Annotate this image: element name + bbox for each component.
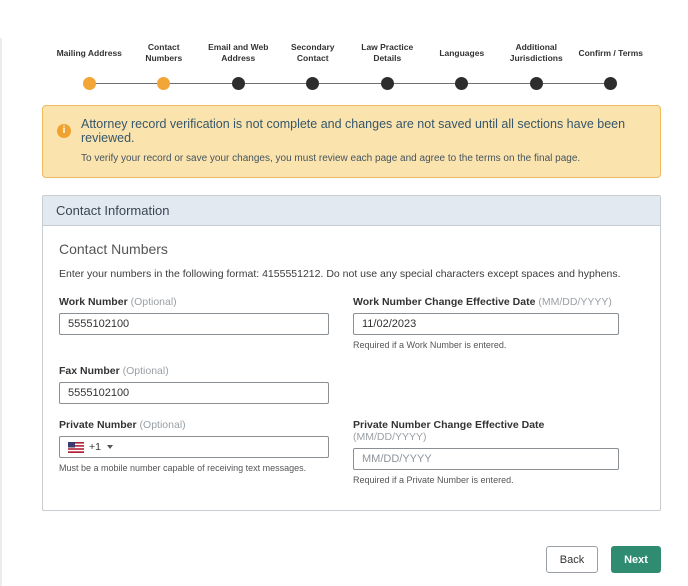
dial-code: +1 — [89, 441, 101, 453]
stepper-step-dot[interactable] — [306, 77, 319, 90]
us-flag-icon[interactable] — [68, 442, 84, 453]
warning-banner-subtitle: To verify your record or save your changes, you must review each page and agree to the terms on the final page. — [81, 153, 581, 164]
private-date-input[interactable] — [353, 448, 619, 470]
stepper-step-label: Contact Numbers — [145, 42, 183, 63]
private-number-label: Private Number (Optional) — [59, 419, 186, 431]
wizard-actions — [2, 546, 661, 573]
stepper-step-dot[interactable] — [157, 77, 170, 90]
private-date-helper: Required if a Private Number is entered. — [353, 475, 514, 485]
stepper-step-label: Law Practice Details — [361, 42, 414, 63]
contact-information-card — [42, 195, 661, 511]
stepper-step-dot[interactable] — [455, 77, 468, 90]
fax-number-field-group — [59, 365, 329, 404]
stepper-step-5[interactable] — [425, 38, 500, 90]
next-button[interactable]: Next — [611, 546, 661, 573]
stepper-step-3[interactable] — [276, 38, 351, 90]
form-heading: Contact Numbers — [59, 241, 168, 257]
private-number-helper: Must be a mobile number capable of receiving text messages. — [59, 463, 307, 473]
stepper-step-label: Secondary Contact — [291, 42, 335, 63]
fax-number-label: Fax Number (Optional) — [59, 365, 169, 377]
stepper-step-dot[interactable] — [232, 77, 245, 90]
work-date-input[interactable] — [353, 313, 619, 335]
stepper-step-0[interactable] — [52, 38, 127, 90]
stepper-step-dot[interactable] — [530, 77, 543, 90]
stepper-step-dot[interactable] — [604, 77, 617, 90]
stepper-step-label: Mailing Address — [56, 47, 122, 58]
warning-banner-title: Attorney record verification is not complete and changes are not saved until all sections have been reviewed. — [81, 117, 626, 145]
work-date-label: Work Number Change Effective Date (MM/DD/YYYY) — [353, 296, 612, 308]
stepper-step-7[interactable] — [574, 38, 649, 90]
back-button[interactable]: Back — [546, 546, 598, 573]
stepper-step-2[interactable] — [201, 38, 276, 90]
fax-number-input[interactable] — [59, 382, 329, 404]
work-number-field-group — [59, 296, 329, 350]
stepper-step-1[interactable] — [127, 38, 202, 90]
private-number-input[interactable] — [59, 436, 329, 458]
stepper-step-dot[interactable] — [83, 77, 96, 90]
warning-banner — [42, 105, 661, 178]
work-date-field-group — [353, 296, 619, 350]
private-date-label: Private Number Change Effective Date (MM/DD/YYYY) — [353, 419, 545, 443]
work-number-input[interactable] — [59, 313, 329, 335]
private-date-field-group — [353, 419, 619, 485]
private-number-field-group — [59, 419, 329, 485]
stepper-step-label: Additional Jurisdictions — [509, 42, 563, 63]
form-instructions: Enter your numbers in the following format: 4155551212. Do not use any special characters except spaces and hyphens. — [59, 268, 621, 280]
work-date-helper: Required if a Work Number is entered. — [353, 340, 507, 350]
stepper-step-label: Languages — [439, 47, 485, 58]
section-title: Contact Information — [43, 196, 660, 226]
stepper-step-dot[interactable] — [381, 77, 394, 90]
stepper-step-label: Email and Web Address — [208, 42, 269, 63]
info-icon: i — [57, 124, 71, 138]
stepper-step-4[interactable] — [350, 38, 425, 90]
work-number-label: Work Number (Optional) — [59, 296, 177, 308]
chevron-down-icon[interactable] — [107, 445, 113, 449]
stepper-progress — [52, 38, 648, 90]
stepper-step-6[interactable] — [499, 38, 574, 90]
stepper-step-label: Confirm / Terms — [578, 47, 644, 58]
